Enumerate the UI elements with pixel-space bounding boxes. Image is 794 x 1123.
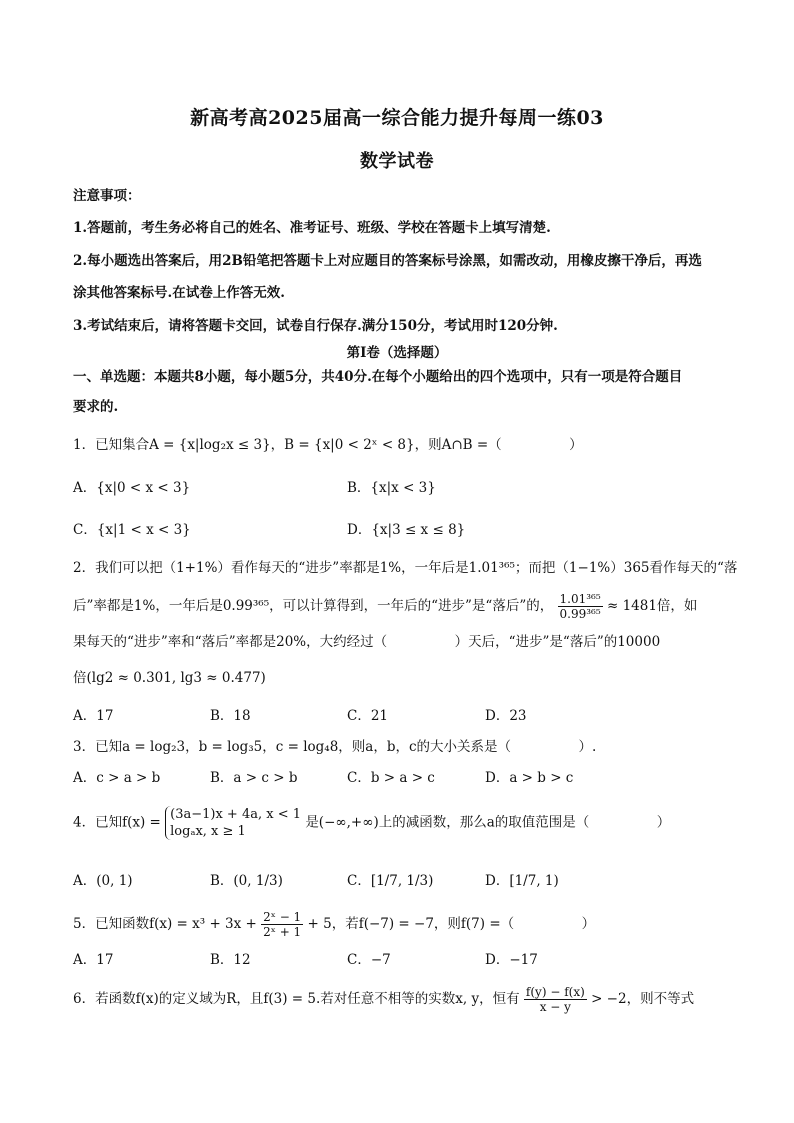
question-6-stem-tail: > −2，则不等式 bbox=[591, 991, 695, 1007]
exam-subtitle: 数学试卷 bbox=[360, 151, 434, 172]
question-2-option-a: A．17 bbox=[73, 708, 114, 724]
question-1-option-a: A．{x|0 < x < 3} bbox=[73, 480, 191, 496]
notice-item-2-line-2: 涂其他答案标号.在试卷上作答无效. bbox=[73, 285, 285, 301]
question-5-stem-tail: + 5，若f(−7) = −7，则f(7) =（ ） bbox=[307, 916, 596, 932]
question-5-stem-head: 5．已知函数f(x) = x³ + 3x + bbox=[73, 916, 257, 932]
question-6-stem-head: 6．若函数f(x)的定义域为R，且f(3) = 5.若对任意不相等的实数x, y，恒有 bbox=[73, 991, 520, 1007]
question-6-stem bbox=[73, 985, 694, 1014]
question-3-option-b: B．a > c > b bbox=[210, 770, 298, 786]
question-4-stem-tail: 是(−∞,+∞)上的减函数，那么a的取值范围是（ ） bbox=[305, 814, 671, 831]
section-heading: 第Ⅰ卷（选择题） bbox=[346, 345, 448, 361]
section-intro-line-1: 一、单选题：本题共8小题，每小题5分，共40分.在每个小题给出的四个选项中，只有一项是符合题目 bbox=[73, 369, 683, 385]
question-5-option-c: C．−7 bbox=[347, 952, 391, 968]
notice-item-1: 1.答题前，考生务必将自己的姓名、准考证号、班级、学校在答题卡上填写清楚. bbox=[73, 220, 551, 236]
question-5-fraction bbox=[261, 910, 303, 939]
question-2-line-2-tail: ≈ 1481倍，如 bbox=[606, 598, 698, 614]
question-3-option-a: A．c > a > b bbox=[73, 770, 161, 786]
question-1-stem: 1．已知集合A = {x|log₂x ≤ 3}，B = {x|0 < 2ˣ < 8}，则A∩B =（ ） bbox=[73, 437, 583, 453]
question-4-option-a: A．(0, 1) bbox=[73, 873, 133, 889]
question-2-line-4: 倍(lg2 ≈ 0.301, lg3 ≈ 0.477) bbox=[73, 670, 266, 686]
exam-title: 新高考高2025届高一综合能力提升每周一练03 bbox=[190, 107, 604, 129]
question-2-fraction bbox=[558, 592, 603, 621]
question-4-function-label: 4．已知f(x) = bbox=[73, 814, 161, 831]
question-2-line-1: 2．我们可以把（1+1%）看作每天的“进步”率都是1%，一年后是1.01³⁶⁵；而把（1−1%）365看作每天的“落 bbox=[73, 560, 738, 576]
question-2-fraction-numerator: 1.01³⁶⁵ bbox=[559, 592, 601, 606]
question-2-line-2 bbox=[73, 592, 697, 621]
question-4-option-c: C．[1/7, 1/3) bbox=[347, 873, 434, 889]
section-intro-line-2: 要求的. bbox=[73, 399, 119, 415]
question-2-fraction-denominator: 0.99³⁶⁵ bbox=[559, 607, 601, 621]
notice-item-2-line-1: 2.每小题选出答案后，用2B铅笔把答题卡上对应题目的答案标号涂黑，如需改动，用橡皮擦干净后，再选 bbox=[73, 253, 702, 269]
question-1-option-c: C．{x|1 < x < 3} bbox=[73, 522, 191, 538]
question-3-option-d: D．a > b > c bbox=[485, 770, 574, 786]
question-5-fraction-numerator: 2ˣ − 1 bbox=[263, 910, 302, 924]
notice-item-3: 3.考试结束后，请将答题卡交回，试卷自行保存.满分150分，考试用时120分钟. bbox=[73, 318, 558, 334]
question-3-stem: 3．已知a = log₂3，b = log₃5，c = log₄8，则a，b，c的大小关系是（ ）. bbox=[73, 739, 597, 755]
question-1-option-b: B．{x|x < 3} bbox=[347, 480, 436, 496]
question-2-option-d: D．23 bbox=[485, 708, 527, 724]
question-4-option-d: D．[1/7, 1) bbox=[485, 873, 559, 889]
question-4-case-1: (3a−1)x + 4a, x < 1 bbox=[170, 807, 302, 822]
question-2-line-2-text: 后”率都是1%，一年后是0.99³⁶⁵，可以计算得到，一年后的“进步”是“落后”的， bbox=[73, 598, 554, 614]
question-4-piecewise bbox=[165, 806, 301, 840]
notice-heading: 注意事项： bbox=[73, 188, 141, 204]
question-2-line-3: 果每天的“进步”率和“落后”率都是20%，大约经过（ ）天后，“进步”是“落后”的10000 bbox=[73, 634, 661, 650]
question-6-fraction-denominator: x − y bbox=[539, 1000, 571, 1014]
question-5-fraction-denominator: 2ˣ + 1 bbox=[263, 925, 302, 939]
question-5-stem bbox=[73, 910, 595, 939]
question-2-option-b: B．18 bbox=[210, 708, 251, 724]
question-6-fraction bbox=[524, 985, 587, 1014]
question-5-option-d: D．−17 bbox=[485, 952, 538, 968]
question-6-fraction-numerator: f(y) − f(x) bbox=[525, 985, 585, 999]
question-4-case-2: logₐx, x ≥ 1 bbox=[170, 824, 246, 839]
question-1-option-d: D．{x|3 ≤ x ≤ 8} bbox=[347, 522, 466, 538]
question-3-option-c: C．b > a > c bbox=[347, 770, 435, 786]
question-4-option-b: B．(0, 1/3) bbox=[210, 873, 283, 889]
question-5-option-a: A．17 bbox=[73, 952, 114, 968]
question-5-option-b: B．12 bbox=[210, 952, 251, 968]
question-2-option-c: C．21 bbox=[347, 708, 389, 724]
question-4-stem bbox=[73, 806, 670, 840]
